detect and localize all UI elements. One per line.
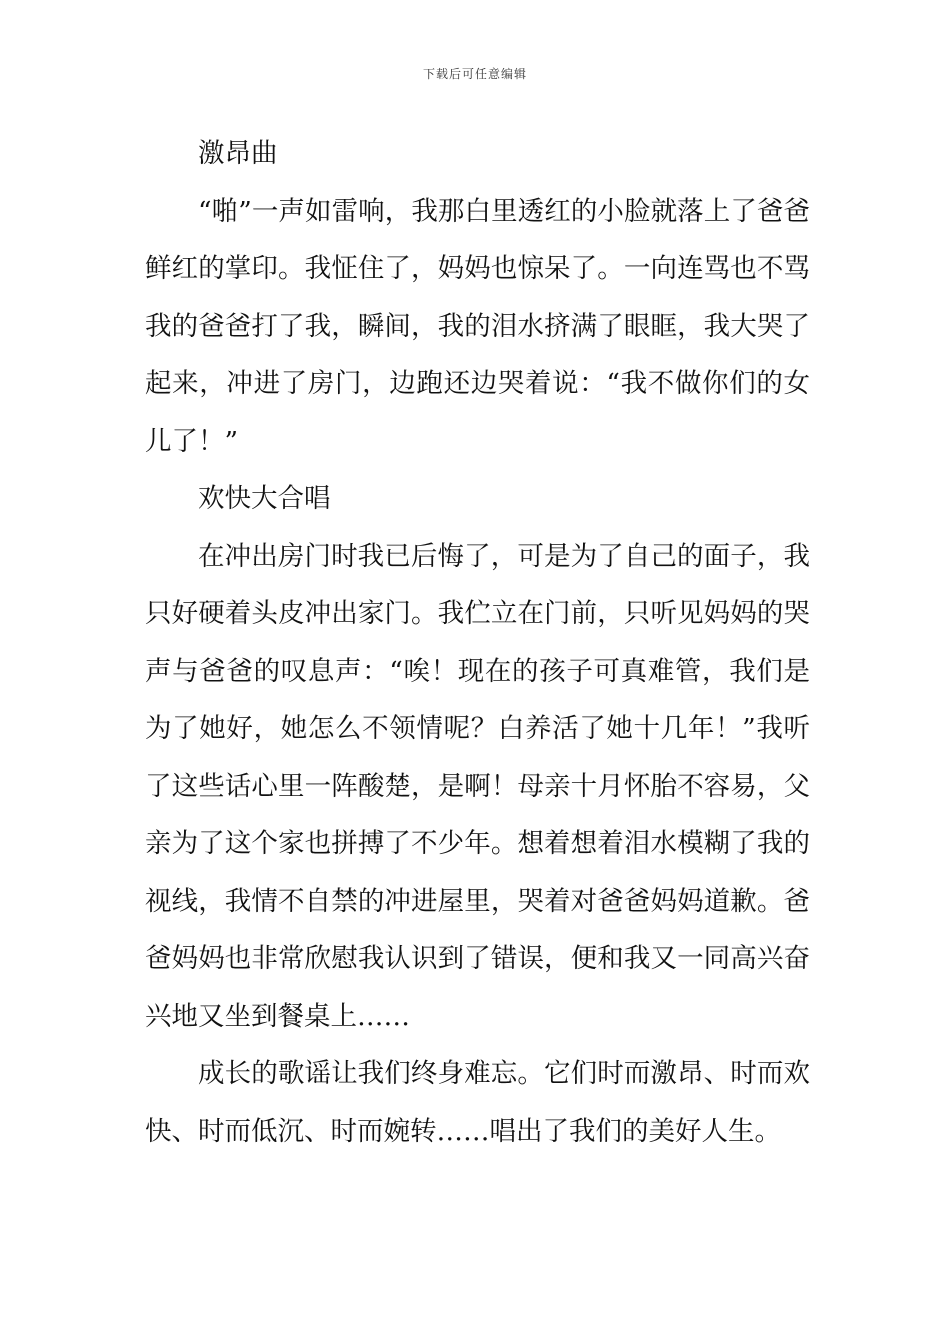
paragraph-conclusion: 成长的歌谣让我们终身难忘。它们时而激昂、时而欢快、时而低沉、时而婉转……唱出了我们的美好人生。 (145, 1058, 810, 1147)
section-heading-joyful: 欢快大合唱 (198, 483, 331, 514)
document-body (145, 125, 810, 1160)
paragraph-slap: “啪”一声如雷响，我那白里透红的小脸就落上了爸爸鲜红的掌印。我怔住了，妈妈也惊呆了。一向连骂也不骂我的爸爸打了我，瞬间，我的泪水挤满了眼眶，我大哭了起来，冲进了房门，边跑还边哭着说：“我不做你们的女儿了！” (145, 195, 810, 457)
section-heading-passionate: 激昂曲 (198, 138, 278, 169)
paragraph-reconcile: 在冲出房门时我已后悔了，可是为了自己的面子，我只好硬着头皮冲出家门。我伫立在门前，只听见妈妈的哭声与爸爸的叹息声：“唉！现在的孩子可真难管，我们是为了她好，她怎么不领情呢？白养活了她十几年！”我听了这些话心里一阵酸楚，是啊！母亲十月怀胎不容易，父亲为了这个家也拼搏了不少年。想着想着泪水模糊了我的视线，我情不自禁的冲进屋里，哭着对爸爸妈妈道歉。爸爸妈妈也非常欣慰我认识到了错误，便和我又一同高兴奋兴地又坐到餐桌上…… (145, 540, 810, 1032)
header-note: 下载后可任意编辑 (422, 67, 527, 81)
